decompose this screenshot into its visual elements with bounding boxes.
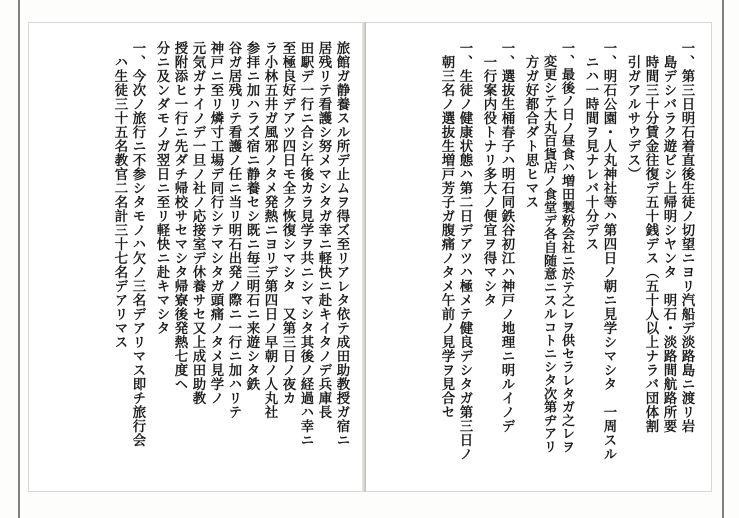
right-column-11: 一行案内役トナリ多大ノ便宜ヲ得マシタ: [481, 41, 496, 307]
right-column-10: 一、選抜生桶春子ハ明石同鉄谷初江ハ神戸ノ地理ニ明ルイノデ: [499, 41, 514, 433]
left-column-12: 一、今次ノ旅行ニ不参シタモノハ欠ノ三名デアリマス即チ旅行会: [130, 41, 145, 447]
left-column-11: 分ニ及ンダモノガ翌日ニ至リ軽快ニ赴キマシタ: [154, 41, 169, 335]
right-column-9: 方ガ好都合ダト思ヒマス: [523, 41, 538, 209]
right-column-2: 島デシバラク遊ビシ上帰明シヤンタ 明石・淡路間航路所要: [661, 41, 676, 433]
left-column-2: 居残リテ看護シ努メマシタガ幸ニ軽快ニ赴キイタノデ兵庫長: [316, 41, 331, 419]
left-column-1: 旅館ガ静養スル所デ止ムヲ得ズ至リアレタ依テ成田助教授ガ宿ニ: [334, 41, 349, 447]
right-edge-mark: [722, 0, 724, 518]
left-page-text: [37, 41, 350, 467]
right-column-4: 引ガアルサウデス）: [625, 41, 640, 181]
right-page-text: [372, 41, 701, 467]
left-column-9: 元気ガナイノデ一旦ノ社ノ応接室デ休養サセ又上成田助教: [190, 41, 205, 405]
right-column-6: ニハ一時間ヲ見ナレバ十分デス: [583, 41, 598, 251]
left-column-10: 授附添ヒ一行ニ先ダチ帰校サセマシタ帰寮後発熱七度ヘ: [172, 41, 187, 391]
right-column-13: 朝三名ノ選抜生増戸芳子ガ腹痛ノタメ午前ノ見学ヲ見合セ: [439, 41, 454, 419]
left-column-3: 田駅デ一行ニ合シ午後カラ見学ヲ共ニシマシタ其後ノ経過ハ幸ニ: [298, 41, 313, 447]
right-column-1: 一、第三日明石着直後生徒ノ切望ニヨリ汽船デ淡路島ニ渡リ岩: [679, 41, 694, 433]
right-column-3: 時間三十分賃金往復デ五十銭デス（五十人以上ナラバ団体割: [643, 41, 658, 433]
right-column-12: 一、生徒ノ健康状態ハ第二日デアツハ極メテ健良デシタガ第三日ノ: [457, 41, 472, 461]
right-page: [366, 22, 712, 492]
left-page: [28, 22, 366, 492]
right-column-5: 一、明石公園・人丸神社等ハ第四日ノ朝ニ見学シマシタ 一周スル: [601, 41, 616, 461]
left-column-13: ハ生徒三十五名教官二名計三十七名デアリマス: [112, 41, 127, 349]
left-column-7: 谷ガ居残リテ看護ノ任ニ当リ明石出発ノ際ニ一行ニ加ハリテ: [226, 41, 241, 419]
left-edge-mark: [18, 0, 20, 518]
left-column-6: 参拝ニ加ハラズ宿ニ静養セシ既ニ毎三明石ニ来遊シタ鉄: [244, 41, 259, 391]
left-column-5: ラ小林五井ガ風邪ノタメ発熱ニヨリデ第四日ノ早朝ノ人丸社: [262, 41, 277, 419]
right-column-8: 変更シテ大丸百貨店ノ食堂デ各自随意ニスルコトニシタ次第ヂアリ: [541, 41, 556, 454]
left-column-4: 至極良好デアツ四日モ全ク恢復シマシタ 又第三日ノ夜カ: [280, 41, 295, 405]
right-column-7: 一、最後ノ日ノ昼食ハ増田製粉会社ニ於テ之レヲ供セラレタガ之レヲ: [559, 41, 574, 454]
left-column-8: 神戸ニ至リ燐寸工場デ同行シテマシタガ頭痛ノタメ見学ノ: [208, 41, 223, 405]
